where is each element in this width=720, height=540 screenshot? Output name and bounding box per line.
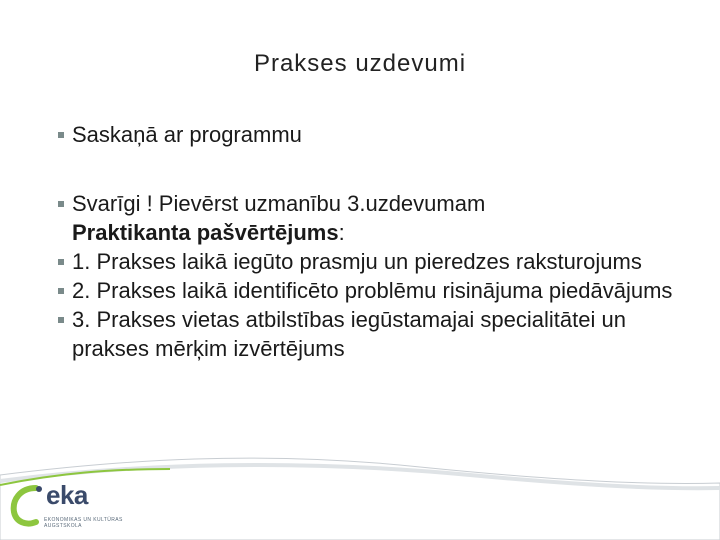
spacer	[58, 149, 698, 189]
bullet-text-suffix: :	[338, 220, 345, 245]
logo-subtitle-line: AUGSTSKOLA	[44, 523, 82, 529]
bullet-marker	[58, 317, 64, 323]
bullet-text: 2. Prakses laikā identificēto problēmu risinājuma piedāvājums	[72, 278, 673, 303]
bullet-text: 3. Prakses vietas atbilstības iegūstamajai specialitātei un prakses mērķim izvērtējums	[72, 307, 626, 361]
bullet-item-5	[58, 305, 698, 363]
bullet-marker	[58, 288, 64, 294]
logo-subtitle-line: EKONOMIKAS UN KULTŪRAS	[44, 517, 123, 523]
logo-subtitle	[44, 517, 154, 529]
bullet-marker	[58, 201, 64, 207]
bullet-text: 1. Prakses laikā iegūto prasmju un pieredzes raksturojums	[72, 249, 642, 274]
bullet-item-2	[58, 189, 698, 247]
bullet-item-4	[58, 276, 698, 305]
bullet-bold-text: Praktikanta pašvērtējums	[72, 220, 339, 245]
bullet-marker	[58, 132, 64, 138]
bullet-item-3	[58, 247, 698, 276]
logo-wordmark: eka	[46, 480, 88, 510]
slide-title: Prakses uzdevumi	[253, 50, 467, 77]
bullet-item-1	[58, 120, 698, 149]
bullet-text: Svarīgi ! Pievērst uzmanību 3.uzdevumam	[72, 191, 486, 216]
bullet-marker	[58, 259, 64, 265]
bullet-text: Saskaņā ar programmu	[72, 122, 302, 147]
bullet-list	[58, 120, 698, 363]
